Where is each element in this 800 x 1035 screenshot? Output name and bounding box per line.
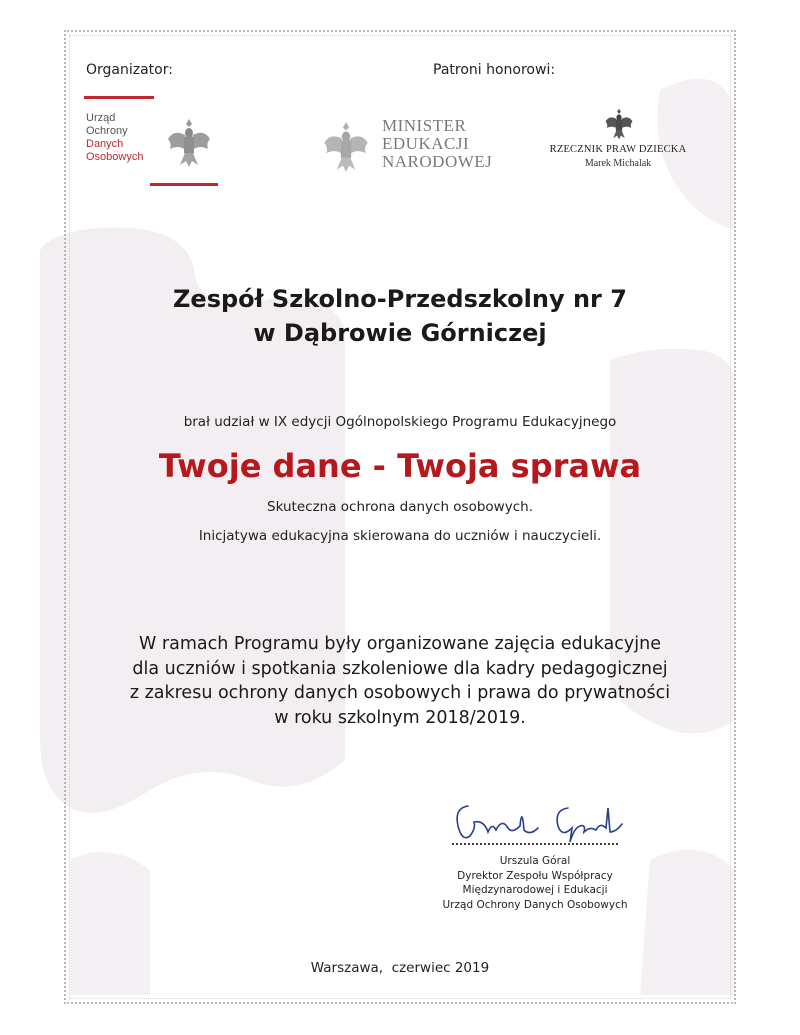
rpd-title: RZECZNIK PRAW DZIECKA xyxy=(549,144,687,155)
program-title: Twoje dane - Twoja sprawa xyxy=(158,447,642,485)
men-line-2: EDUKACJI xyxy=(382,134,470,153)
signatory-name: Urszula Góral xyxy=(499,855,571,867)
men-logo-text xyxy=(382,117,492,171)
signature-line xyxy=(452,843,618,845)
uodo-top-line xyxy=(84,96,154,99)
participation-text: brał udział w IX edycji Ogólnopolskiego Programu Edukacyjnego xyxy=(183,414,617,430)
school-name xyxy=(100,282,700,350)
men-line-3: NARODOWEJ xyxy=(382,152,493,171)
rpd-name: Marek Michalak xyxy=(584,158,652,169)
place-and-date: Warszawa, czerwiec 2019 xyxy=(310,960,490,976)
signatory-role-3: Urząd Ochrony Danych Osobowych xyxy=(442,898,628,911)
program-subtitle-1: Skuteczna ochrona danych osobowych. xyxy=(267,499,533,515)
uodo-line-4: Osobowych xyxy=(86,151,144,163)
school-name-line-1: Zespół Szkolno-Przedszkolny nr 7 xyxy=(173,285,627,313)
description-line-2: dla uczniów i spotkania szkoleniowe dla kadry pedagogicznej xyxy=(132,658,668,679)
program-description xyxy=(80,632,720,730)
uodo-line-3: Danych xyxy=(86,138,124,150)
rpd-eagle-icon xyxy=(603,106,635,142)
description-line-1: W ramach Programu były organizowane zajęcia edukacyjne xyxy=(139,634,661,654)
school-name-line-2: w Dąbrowie Górniczej xyxy=(253,319,547,347)
handwritten-signature xyxy=(450,798,630,848)
rpd-logo-text xyxy=(545,144,691,169)
men-eagle-icon xyxy=(320,118,372,176)
uodo-line-1: Urząd xyxy=(86,112,116,124)
eagle-emblem-icon xyxy=(166,115,212,171)
signatory-block xyxy=(405,854,665,912)
men-line-1: MINISTER xyxy=(382,116,467,135)
uodo-bottom-line xyxy=(150,183,218,186)
description-line-4: w roku szkolnym 2018/2019. xyxy=(274,707,526,728)
signatory-role-2: Międzynarodowej i Edukacji xyxy=(462,884,608,896)
description-line-3: z zakresu ochrony danych osobowych i prawa do prywatności xyxy=(129,683,671,703)
uodo-logo-text xyxy=(86,112,143,164)
uodo-line-2: Ochrony xyxy=(86,125,128,137)
patrons-label: Patroni honorowi: xyxy=(433,62,556,78)
organizer-label: Organizator: xyxy=(86,62,173,78)
signatory-role-1: Dyrektor Zespołu Współpracy xyxy=(457,869,613,882)
program-subtitle-2: Inicjatywa edukacyjna skierowana do uczniów i nauczycieli. xyxy=(198,528,602,544)
